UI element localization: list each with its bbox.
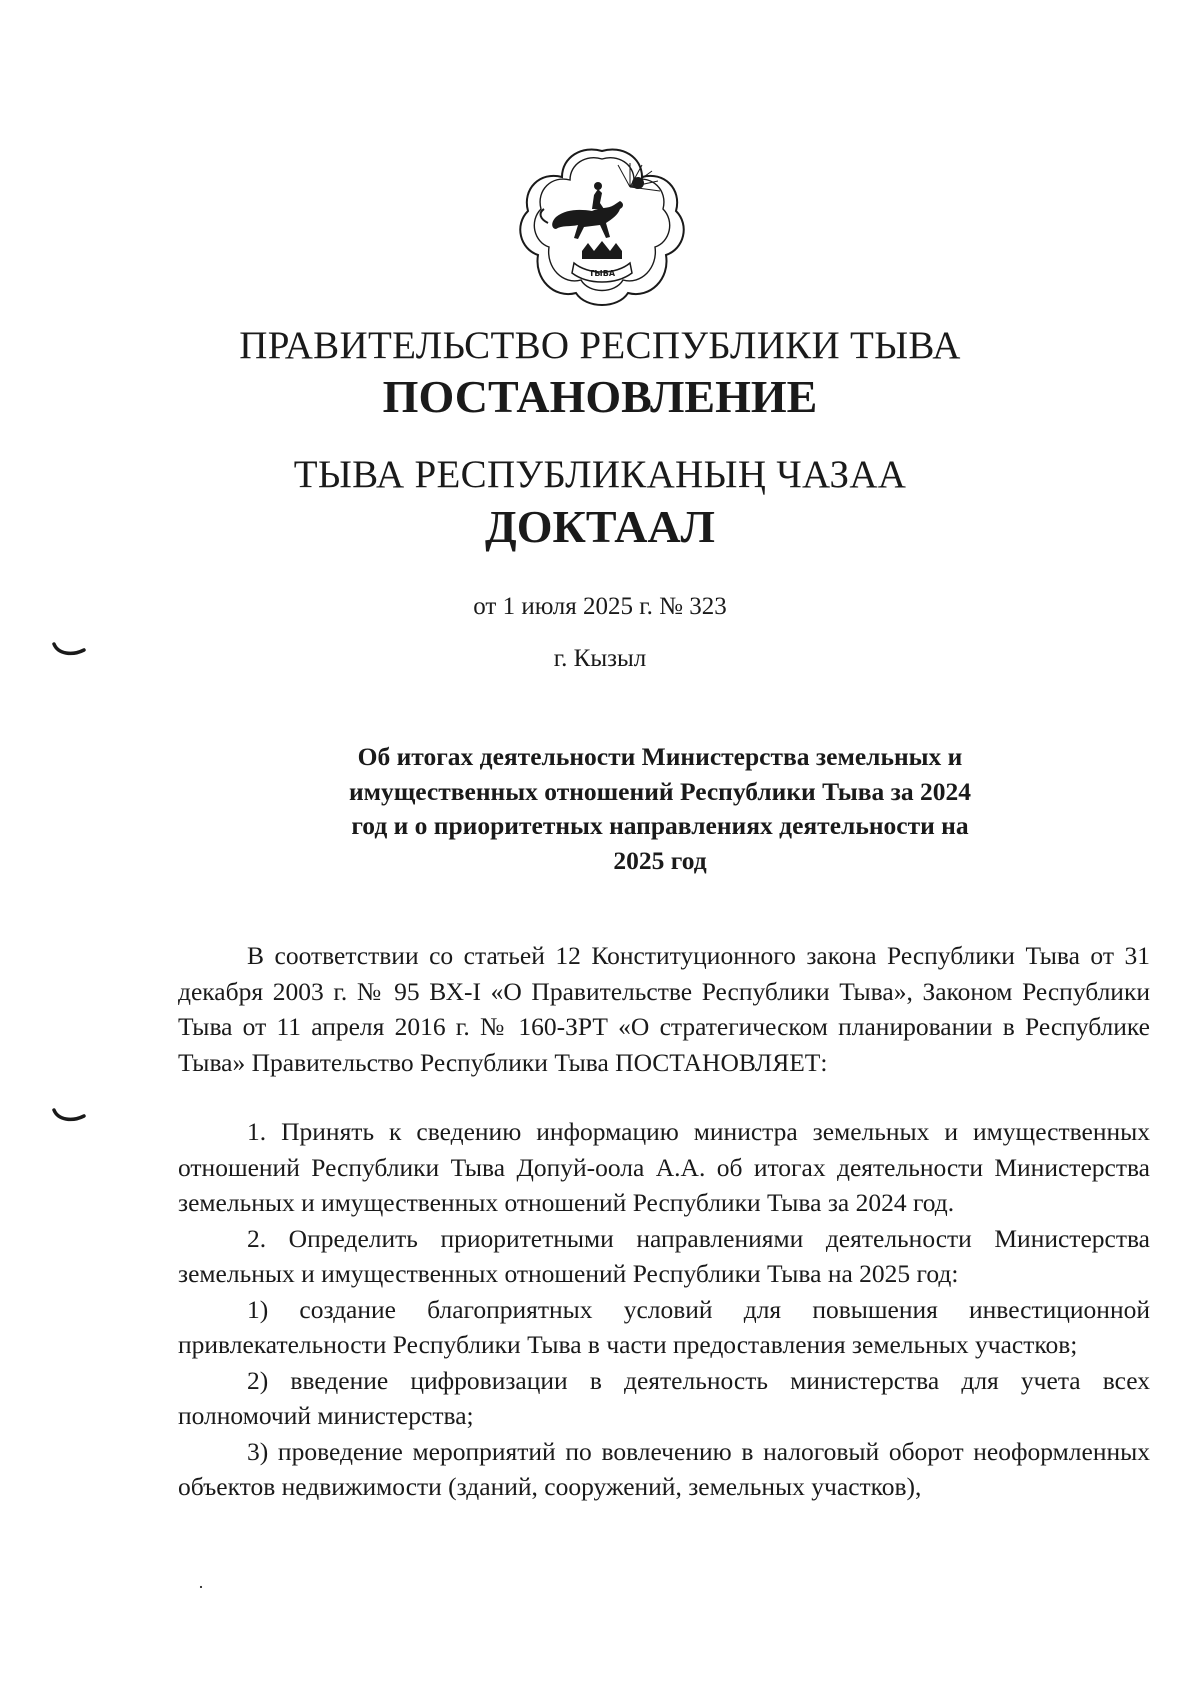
margin-mark-icon bbox=[52, 1108, 86, 1124]
emblem-ribbon-text: ТЫВА bbox=[588, 269, 616, 278]
coat-of-arms-emblem bbox=[518, 143, 686, 308]
scan-speck: · bbox=[198, 1577, 204, 1597]
document-body bbox=[178, 938, 1150, 1505]
clause-1-paragraph: 1. Принять к сведению информацию министра земельных и имущественных отношений Республики Тыва Допуй-оола А.А. об итогах деятельности Министерства земельных и имущественных отношений Республики Тыва за 2024 год. bbox=[178, 1117, 1150, 1217]
government-name-tuvan: ТЫВА РЕСПУБЛИКАНЫҢ ЧАЗАА bbox=[293, 453, 907, 496]
document-date-number: от 1 июля 2025 г. № 323 bbox=[473, 593, 727, 620]
clause-2-paragraph: 2. Определить приоритетными направлениями деятельности Министерства земельных и имущественных отношений Республики Тыва на 2025 год: bbox=[178, 1223, 1150, 1288]
government-name-ru: ПРАВИТЕЛЬСТВО РЕСПУБЛИКИ ТЫВА bbox=[239, 324, 961, 367]
clause-2-subitem-3: 3) проведение мероприятий по вовлечению в налоговый оборот неоформленных объектов недвижимости (зданий, сооружений, земельных участков), bbox=[178, 1436, 1150, 1501]
clause-2-subitem-1: 1) создание благоприятных условий для повышения инвестиционной привлекательности Республики Тыва в части предоставления земельных участков; bbox=[178, 1294, 1150, 1359]
document-subject-title: Об итогах деятельности Министерства земельных и имущественных отношений Республики Тыва за 2024 год и о приоритетных направлениях деятельности на 2025 год bbox=[348, 742, 972, 875]
clause-2-subitem-2: 2) введение цифровизации в деятельность министерства для учета всех полномочий министерства; bbox=[178, 1365, 1150, 1430]
document-city: г. Кызыл bbox=[553, 645, 647, 672]
margin-mark-icon bbox=[52, 642, 86, 658]
preamble-paragraph: В соответствии со статьей 12 Конституционного закона Республики Тыва от 31 декабря 2003 г. № 95 ВХ-I «О Правительстве Республики Тыва», Законом Республики Тыва от 11 апреля 2016 г. № 160-ЗРТ «О стратегическом планировании в Республике Тыва» Правительство Республики Тыва ПОСТАНОВЛЯЕТ: bbox=[178, 941, 1150, 1077]
document-type-tuvan: ДОКТААЛ bbox=[485, 501, 715, 552]
document-type-ru: ПОСТАНОВЛЕНИЕ bbox=[382, 371, 818, 422]
